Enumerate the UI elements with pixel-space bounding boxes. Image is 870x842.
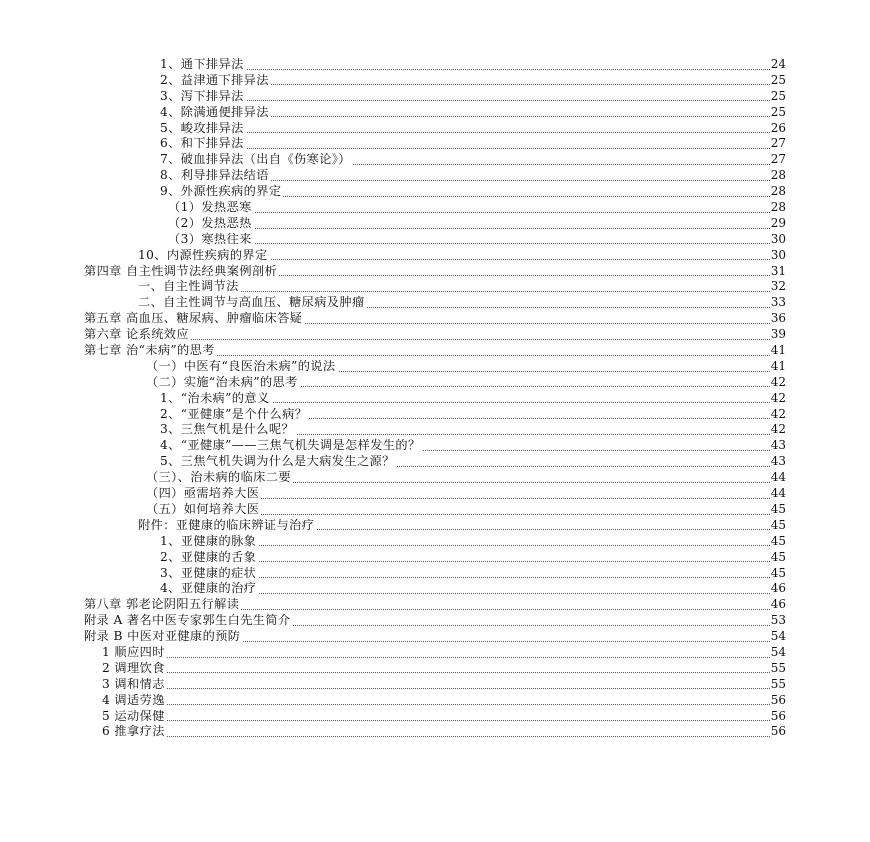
toc-entry-title: 第六章 论系统效应	[84, 327, 189, 342]
toc-entry[interactable]	[0, 327, 870, 343]
toc-entry[interactable]	[0, 375, 870, 391]
toc-entry-title: 第八章 郭老论阴阳五行解读	[84, 597, 240, 612]
toc-entry-title: 3 调和情志	[102, 676, 165, 691]
toc-entry[interactable]	[0, 105, 870, 121]
toc-entry-title: 附件：亚健康的临床辨证与治疗	[138, 517, 315, 532]
toc-entry-page-number: 29	[770, 215, 786, 230]
toc-entry-title: （三）、治未病的临床二要	[146, 470, 291, 485]
toc-entry-page-number: 36	[770, 311, 786, 326]
toc-entry[interactable]	[0, 57, 870, 73]
toc-entry-title: 5 运动保健	[102, 708, 165, 723]
toc-dot-leader	[102, 661, 786, 674]
toc-entry-title: 7、破血排异法（出自《伤寒论》）	[160, 152, 351, 167]
toc-entry-title: 第四章 自主性调节法经典案例剖析	[84, 263, 278, 278]
toc-entry[interactable]	[0, 645, 870, 661]
toc-entry[interactable]	[0, 89, 870, 105]
toc-entry-page-number: 39	[770, 327, 786, 342]
toc-entry-page-number: 45	[770, 565, 786, 580]
toc-entry-title: 4、“亚健康”——三焦气机失调是怎样发生的？	[160, 438, 421, 453]
toc-entry-page-number: 25	[770, 88, 786, 103]
toc-dot-leader	[168, 232, 786, 245]
toc-entry-title: 2、“亚健康”是个什么病？	[160, 406, 308, 421]
toc-entry-title: 3、泻下排异法	[160, 88, 244, 103]
toc-entry-page-number: 24	[770, 57, 786, 71]
toc-entry-page-number: 55	[770, 676, 786, 691]
toc-dot-leader	[160, 57, 786, 70]
toc-entry-page-number: 45	[770, 517, 786, 532]
toc-entry[interactable]	[0, 677, 870, 693]
toc-entry-page-number: 25	[770, 104, 786, 119]
toc-entry[interactable]	[0, 566, 870, 582]
toc-entry-title: （二）实施“治未病”的思考	[146, 374, 298, 389]
toc-dot-leader	[160, 89, 786, 102]
toc-entry-title: 第五章 高血压、糖尿病、肿瘤临床答疑	[84, 311, 303, 326]
toc-entry-page-number: 41	[770, 358, 786, 373]
toc-entry[interactable]	[0, 136, 870, 152]
table-of-contents	[0, 57, 870, 740]
toc-entry[interactable]	[0, 343, 870, 359]
toc-entry[interactable]	[0, 279, 870, 295]
toc-entry[interactable]	[0, 724, 870, 740]
toc-entry[interactable]	[0, 311, 870, 327]
toc-entry-page-number: 56	[770, 692, 786, 707]
toc-entry[interactable]	[0, 518, 870, 534]
toc-entry-page-number: 53	[770, 613, 786, 628]
toc-entry[interactable]	[0, 359, 870, 375]
toc-entry[interactable]	[0, 264, 870, 280]
toc-entry-page-number: 45	[770, 549, 786, 564]
toc-entry[interactable]	[0, 534, 870, 550]
toc-entry[interactable]	[0, 407, 870, 423]
toc-entry-page-number: 32	[770, 279, 786, 294]
toc-dot-leader	[102, 709, 786, 722]
toc-entry-page-number: 45	[770, 533, 786, 548]
toc-entry-title: 1、通下排异法	[160, 57, 244, 71]
toc-entry-page-number: 27	[770, 136, 786, 151]
toc-entry[interactable]	[0, 486, 870, 502]
toc-entry[interactable]	[0, 248, 870, 264]
toc-dot-leader	[102, 724, 786, 737]
toc-entry-page-number: 33	[770, 295, 786, 310]
toc-entry-page-number: 54	[770, 629, 786, 644]
toc-entry-title: 二、自主性调节与高血压、糖尿病及肿瘤	[138, 295, 365, 310]
toc-entry[interactable]	[0, 454, 870, 470]
toc-entry-page-number: 46	[770, 597, 786, 612]
toc-entry-page-number: 42	[770, 374, 786, 389]
toc-entry[interactable]	[0, 391, 870, 407]
toc-entry[interactable]	[0, 422, 870, 438]
toc-entry[interactable]	[0, 121, 870, 137]
toc-entry-page-number: 28	[770, 168, 786, 183]
toc-entry-title: 3、亚健康的症状	[160, 565, 257, 580]
toc-entry[interactable]	[0, 613, 870, 629]
toc-entry-page-number: 25	[770, 72, 786, 87]
toc-entry-title: 9、外源性疾病的界定	[160, 184, 282, 199]
toc-entry-title: 1 顺应四时	[102, 644, 165, 659]
toc-entry-title: 5、三焦气机失调为什么是大病发生之源？	[160, 454, 395, 469]
toc-entry-title: 6 推拿疗法	[102, 724, 165, 739]
toc-entry-page-number: 30	[770, 231, 786, 246]
toc-entry[interactable]	[0, 184, 870, 200]
toc-entry-title: 一、自主性调节法	[138, 279, 239, 294]
toc-entry-page-number: 26	[770, 120, 786, 135]
toc-entry[interactable]	[0, 550, 870, 566]
toc-entry-page-number: 28	[770, 184, 786, 199]
toc-dot-leader	[168, 200, 786, 213]
toc-entry-page-number: 54	[770, 644, 786, 659]
toc-entry-title: 6、和下排异法	[160, 136, 244, 151]
toc-entry-page-number: 31	[770, 263, 786, 278]
toc-entry-title: （五）如何培养大医	[146, 501, 260, 516]
toc-entry[interactable]	[0, 502, 870, 518]
toc-entry-page-number: 43	[770, 454, 786, 469]
toc-entry-page-number: 55	[770, 660, 786, 675]
toc-entry-title: 附录 B 中医对亚健康的预防	[84, 629, 241, 644]
toc-entry-title: 3、三焦气机是什么呢？	[160, 422, 295, 437]
toc-entry-page-number: 45	[770, 501, 786, 516]
toc-entry[interactable]	[0, 200, 870, 216]
toc-entry-title: 1、“治未病”的意义	[160, 390, 270, 405]
toc-dot-leader	[102, 677, 786, 690]
toc-entry-page-number: 42	[770, 390, 786, 405]
toc-entry-title: 8、利导排异法结语	[160, 168, 269, 183]
toc-entry-title: 2、益津通下排异法	[160, 72, 269, 87]
toc-entry-page-number: 43	[770, 438, 786, 453]
toc-entry-title: 2、亚健康的舌象	[160, 549, 257, 564]
toc-entry[interactable]	[0, 661, 870, 677]
toc-entry[interactable]	[0, 438, 870, 454]
toc-entry-title: 4、亚健康的治疗	[160, 581, 257, 596]
toc-entry-title: （一）中医有“良医治未病”的说法	[146, 358, 336, 373]
toc-entry[interactable]	[0, 709, 870, 725]
toc-entry-page-number: 44	[770, 486, 786, 501]
toc-dot-leader	[102, 645, 786, 658]
toc-entry-title: （四）亟需培养大医	[146, 486, 260, 501]
toc-entry[interactable]	[0, 693, 870, 709]
toc-entry[interactable]	[0, 168, 870, 184]
toc-entry-page-number: 28	[770, 200, 786, 215]
toc-entry[interactable]	[0, 295, 870, 311]
toc-entry-title: （1）发热恶寒	[168, 200, 252, 215]
toc-entry[interactable]	[0, 629, 870, 645]
toc-entry-title: （3）寒热往来	[168, 231, 252, 246]
toc-entry-title: 1、亚健康的脉象	[160, 533, 257, 548]
toc-dot-leader	[102, 693, 786, 706]
toc-entry-title: 4 调适劳逸	[102, 692, 165, 707]
toc-entry-page-number: 27	[770, 152, 786, 167]
toc-entry-page-number: 44	[770, 470, 786, 485]
toc-entry-title: 第七章 治“未病”的思考	[84, 343, 215, 358]
toc-entry-page-number: 30	[770, 247, 786, 262]
toc-entry-page-number: 42	[770, 422, 786, 437]
toc-entry[interactable]	[0, 232, 870, 248]
toc-dot-leader	[160, 136, 786, 149]
toc-dot-leader	[168, 216, 786, 229]
toc-entry[interactable]	[0, 470, 870, 486]
toc-entry-page-number: 42	[770, 406, 786, 421]
toc-entry[interactable]	[0, 597, 870, 613]
toc-entry[interactable]	[0, 73, 870, 89]
toc-entry-title: 2 调理饮食	[102, 660, 165, 675]
toc-entry-title: 5、峻攻排异法	[160, 120, 244, 135]
toc-entry-title: （2）发热恶热	[168, 215, 252, 230]
toc-entry[interactable]	[0, 152, 870, 168]
toc-entry-title: 4、除满通便排异法	[160, 104, 269, 119]
toc-entry-title: 附录 A 著名中医专家郭生白先生简介	[84, 613, 291, 628]
toc-entry-page-number: 46	[770, 581, 786, 596]
toc-entry[interactable]	[0, 216, 870, 232]
toc-entry-page-number: 41	[770, 343, 786, 358]
toc-entry-title: 10、内源性疾病的界定	[138, 247, 268, 262]
toc-entry[interactable]	[0, 581, 870, 597]
toc-entry-page-number: 56	[770, 724, 786, 739]
toc-dot-leader	[160, 121, 786, 134]
toc-entry-page-number: 56	[770, 708, 786, 723]
